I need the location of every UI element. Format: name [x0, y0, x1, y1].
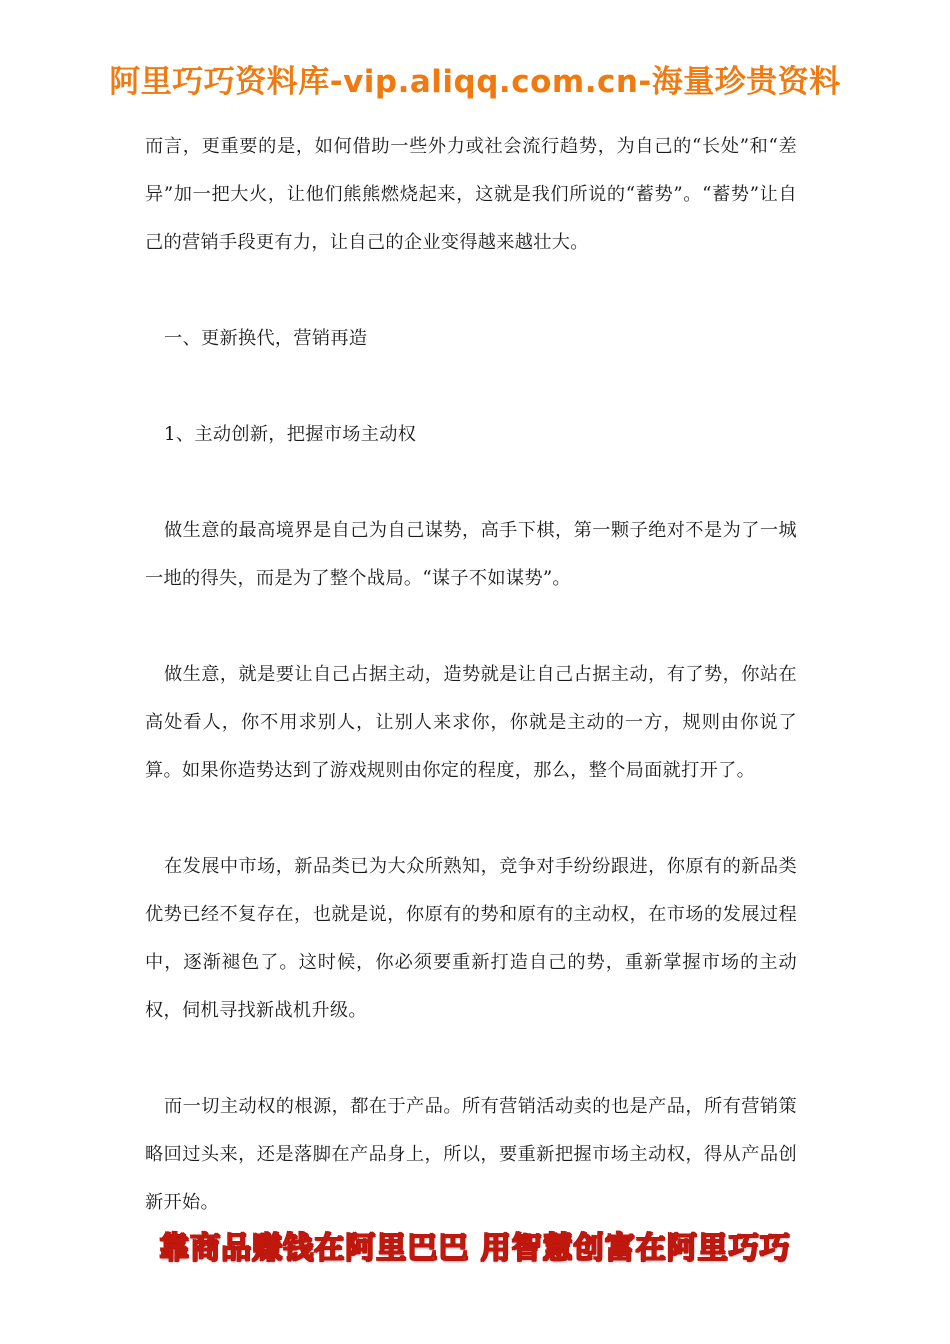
paragraph-spacer	[145, 603, 797, 651]
document-body	[145, 123, 797, 1227]
body-paragraph: 做生意的最高境界是自己为自己谋势，高手下棋，第一颗子绝对不是为了一城一地的得失，而是为了整个战局。“谋子不如谋势”。	[145, 520, 797, 589]
body-paragraph: 做生意，就是要让自己占据主动，造势就是让自己占据主动，有了势，你站在高处看人，你不用求别人，让别人来求你，你就是主动的一方，规则由你说了算。如果你造势达到了游戏规则由你定的程度，那么，整个局面就打开了。	[145, 664, 797, 781]
body-paragraph: 在发展中市场，新品类已为大众所熟知，竞争对手纷纷跟进，你原有的新品类优势已经不复存在，也就是说，你原有的势和原有的主动权，在市场的发展过程中，逐渐褪色了。这时候，你必须要重新打造自己的势，重新掌握市场的主动权，伺机寻找新战机升级。	[145, 856, 797, 1021]
paragraph-spacer	[145, 267, 797, 315]
section-heading: 一、更新换代，营销再造	[164, 328, 368, 349]
subsection-heading: 1、主动创新，把握市场主动权	[164, 424, 417, 445]
header-banner: 阿里巧巧资料库-vip.aliqq.com.cn-海量珍贵资料	[109, 64, 841, 100]
paragraph-spacer	[145, 459, 797, 507]
footer-banner: 靠商品赚钱在阿里巴巴 用智慧创富在阿里巧巧	[159, 1231, 791, 1266]
paragraph-spacer	[145, 795, 797, 843]
body-paragraph: 而一切主动权的根源，都在于产品。所有营销活动卖的也是产品，所有营销策略回过头来，还是落脚在产品身上，所以，要重新把握市场主动权，得从产品创新开始。	[145, 1096, 797, 1213]
intro-paragraph: 而言，更重要的是，如何借助一些外力或社会流行趋势，为自己的“长处”和“差异”加一把大火，让他们熊熊燃烧起来，这就是我们所说的“蓄势”。“蓄势”让自己的营销手段更有力，让自己的企业变得越来越壮大。	[145, 136, 797, 253]
paragraph-spacer	[145, 363, 797, 411]
paragraph-spacer	[145, 1035, 797, 1083]
